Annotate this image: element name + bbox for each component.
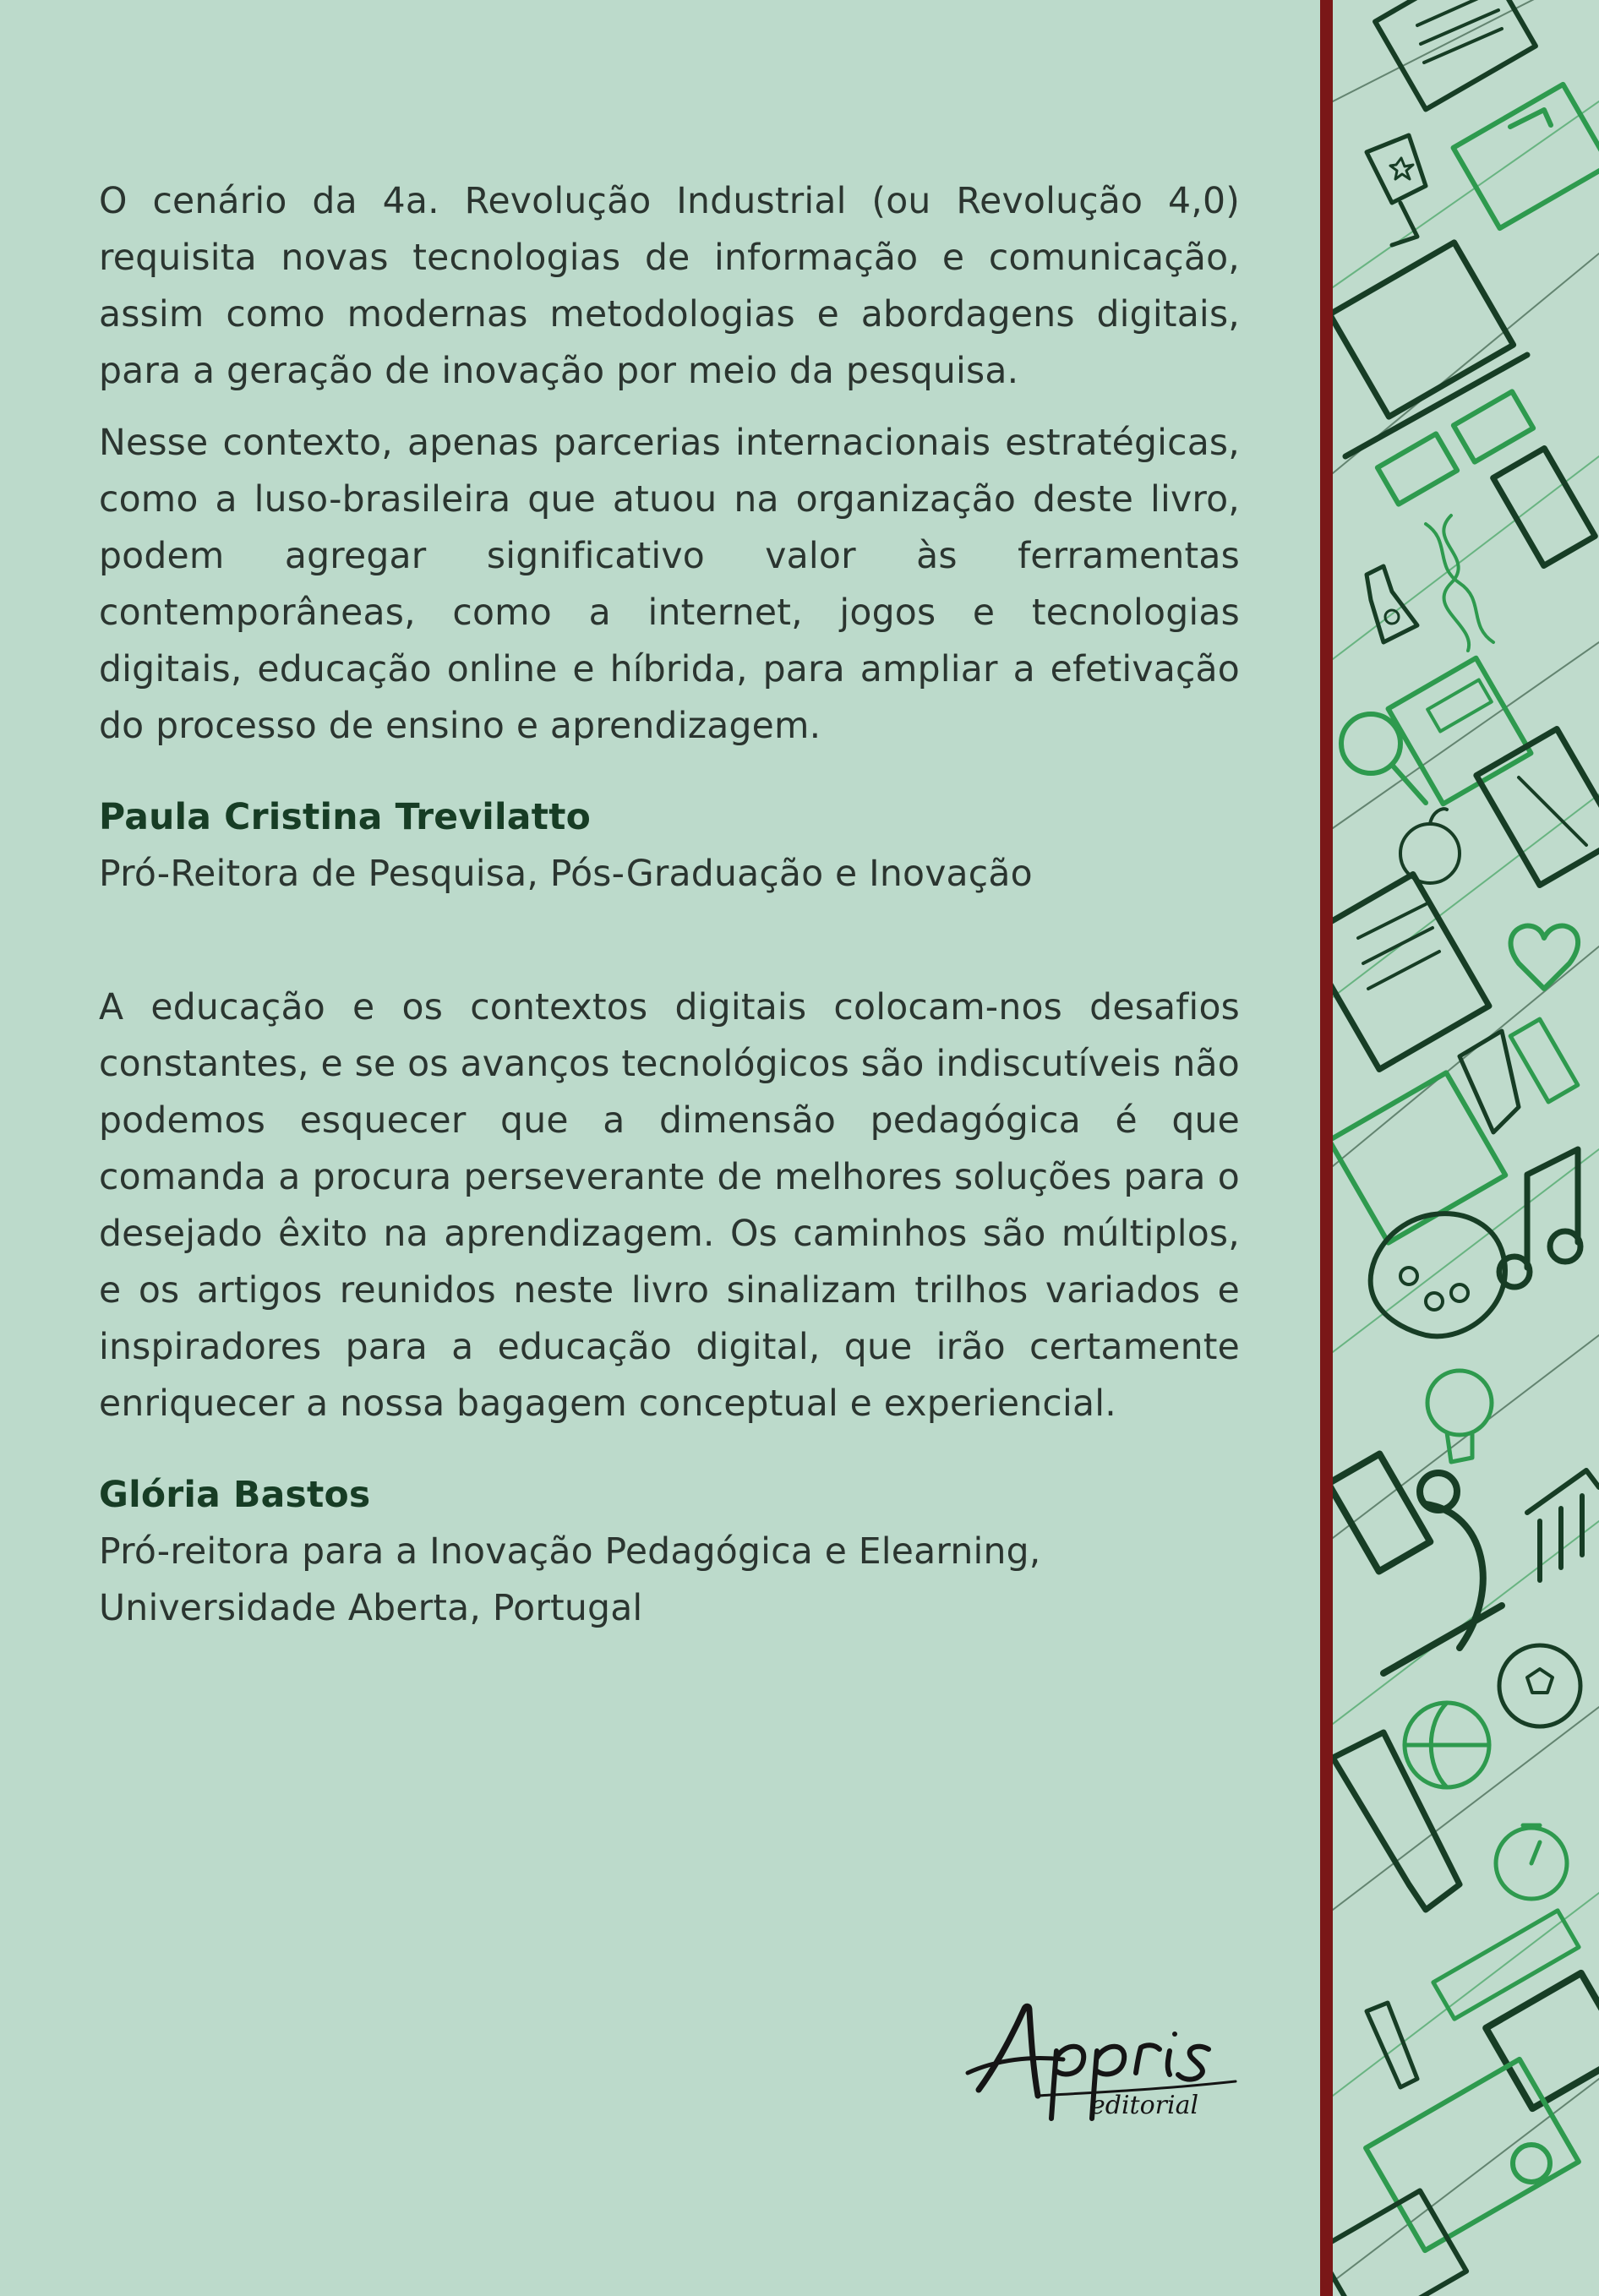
building-icon xyxy=(1527,1470,1599,1580)
board-icon xyxy=(1486,1973,1599,2108)
heart-icon xyxy=(1511,926,1579,989)
soccer-ball-icon xyxy=(1499,1645,1580,1726)
fountain-pen-icon xyxy=(1367,2003,1417,2087)
stopwatch-icon xyxy=(1496,1825,1567,1899)
blurb-text xyxy=(99,173,1240,1637)
apple-icon xyxy=(1400,809,1460,883)
microscope-icon xyxy=(1333,1454,1502,1673)
laptop-icon xyxy=(1333,243,1527,456)
signature-block-1 xyxy=(99,789,1240,903)
phone-icon xyxy=(1493,449,1596,566)
briefcase-icon xyxy=(1454,85,1599,228)
appris-editorial-logo xyxy=(963,1990,1242,2125)
flask-icon xyxy=(1367,566,1417,642)
basketball-icon xyxy=(1405,1703,1489,1787)
blurb-paragraph-1: O cenário da 4a. Revolução Industrial (ou Revolução 4,0) requisita novas tecnologias de informação e comunicação, assim como modernas metodologias e abordagens digitais, para a geração de inovação por meio da pesquisa. xyxy=(99,181,1240,392)
blurb-paragraph-3: A educação e os contextos digitais colocam-nos desafios constantes, e se os avanços tecnológicos são indiscutíveis não podemos esquecer que a dimensão pedagógica é que comanda a procura perseverante de melhores soluções para o desejado êxito na aprendizagem. Os caminhos são múltiplos, e os artigos reunidos neste livro sinalizam trilhos variados e inspiradores para a educação digital, que irão certamente enriquecer a nossa bagagem conceptual e experiencial. xyxy=(99,987,1240,1425)
dna-icon xyxy=(1426,515,1493,651)
author-name-2: Glória Bastos xyxy=(99,1475,371,1516)
pencil-icon xyxy=(1333,1732,1460,1910)
document-icon xyxy=(1375,0,1536,109)
logo-sub-text: editorial xyxy=(1090,2091,1199,2120)
author-role-2-line-2: Universidade Aberta, Portugal xyxy=(99,1588,643,1629)
pen-icon xyxy=(1460,1031,1519,1132)
signature-block-2 xyxy=(99,1467,1240,1637)
books-icon xyxy=(1476,729,1599,886)
author-role-1: Pró-Reitora de Pesquisa, Pós-Graduação e Inovação xyxy=(99,854,1033,895)
education-icon-pattern xyxy=(1333,0,1599,2296)
notebook-icon xyxy=(1333,875,1489,1070)
spine-stripe xyxy=(1320,0,1333,2296)
author-name-1: Paula Cristina Trevilatto xyxy=(99,797,592,838)
palette-icon xyxy=(1371,1213,1505,1336)
pattern-svg xyxy=(1333,0,1599,2296)
author-role-2-line-1: Pró-reitora para a Inovação Pedagógica e Elearning, xyxy=(99,1531,1041,1573)
lightbulb-icon xyxy=(1427,1371,1492,1462)
certificate-icon xyxy=(1366,2059,1579,2250)
music-note-icon xyxy=(1499,1149,1580,1287)
magnifier-icon xyxy=(1341,714,1426,803)
blurb-paragraph-2: Nesse contexto, apenas parcerias internacionais estratégicas, como a luso-brasileira que atuou na organização deste livro, podem agregar significativo valor às ferramentas contemporâneas, como a internet, jogos e tecnologias digitais, educação online e híbrida, para ampliar a efetivação do processo de ensino e aprendizagem. xyxy=(99,423,1240,747)
marker-icon xyxy=(1510,1019,1578,1102)
